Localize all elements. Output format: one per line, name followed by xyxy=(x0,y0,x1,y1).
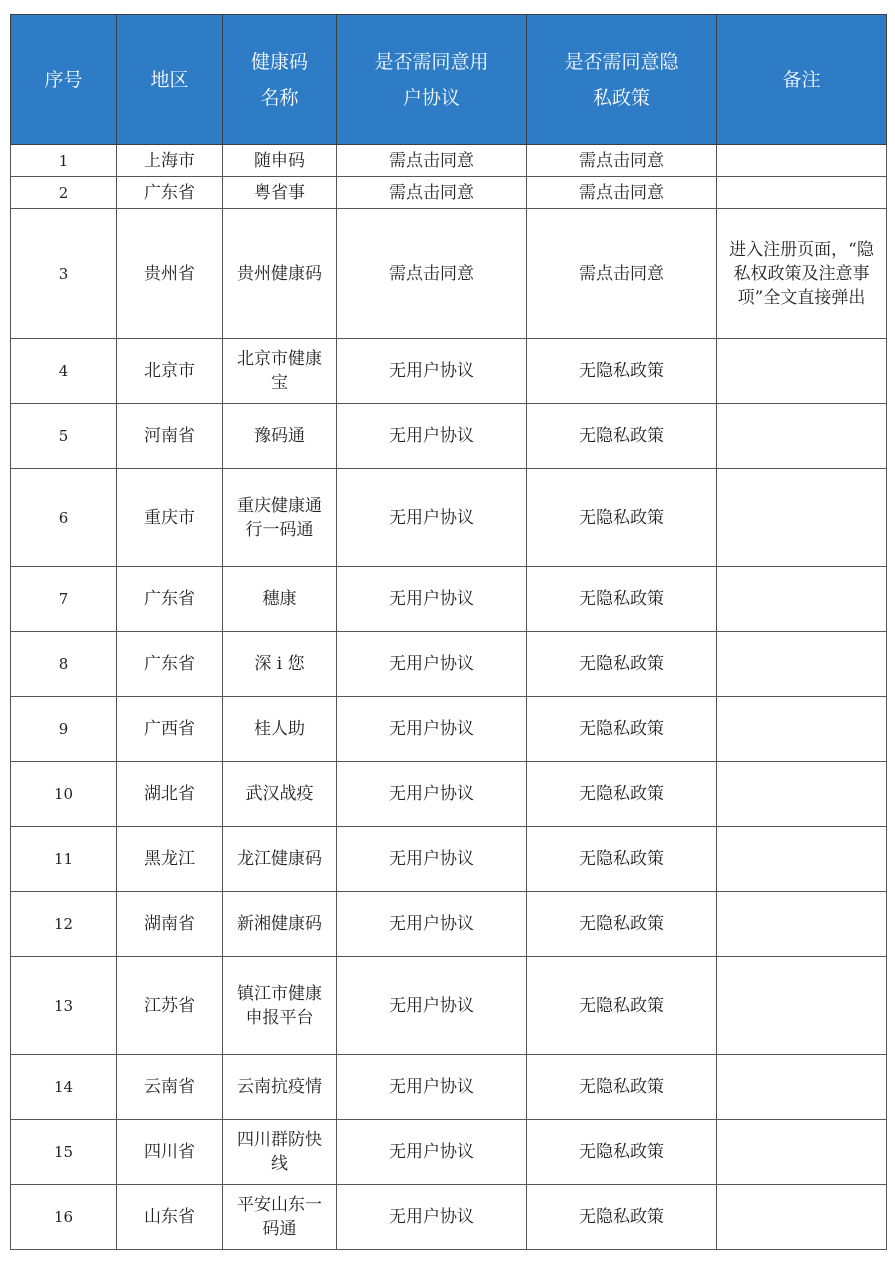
cell-region: 四川省 xyxy=(117,1120,223,1185)
cell-note xyxy=(717,177,887,209)
cell-agreement: 无用户协议 xyxy=(337,827,527,892)
cell-agreement: 无用户协议 xyxy=(337,697,527,762)
table-row xyxy=(11,827,887,892)
cell-code-name: 随申码 xyxy=(223,145,337,177)
cell-code-name: 龙江健康码 xyxy=(223,827,337,892)
cell-code-name: 深 i 您 xyxy=(223,632,337,697)
cell-privacy: 需点击同意 xyxy=(527,209,717,339)
header-row xyxy=(11,15,887,145)
cell-agreement: 无用户协议 xyxy=(337,632,527,697)
cell-code-name: 平安山东一码通 xyxy=(223,1185,337,1250)
table-row xyxy=(11,1185,887,1250)
cell-code-name: 贵州健康码 xyxy=(223,209,337,339)
cell-note xyxy=(717,1120,887,1185)
table-row xyxy=(11,1120,887,1185)
cell-index: 1 xyxy=(11,145,117,177)
cell-note xyxy=(717,632,887,697)
cell-privacy: 无隐私政策 xyxy=(527,567,717,632)
cell-index: 9 xyxy=(11,697,117,762)
table-row xyxy=(11,567,887,632)
cell-code-name: 云南抗疫情 xyxy=(223,1055,337,1120)
cell-index: 16 xyxy=(11,1185,117,1250)
cell-agreement: 需点击同意 xyxy=(337,209,527,339)
table-row xyxy=(11,957,887,1055)
cell-region: 河南省 xyxy=(117,404,223,469)
cell-agreement: 需点击同意 xyxy=(337,177,527,209)
table-body xyxy=(11,145,887,1250)
cell-region: 广东省 xyxy=(117,177,223,209)
cell-code-name: 豫码通 xyxy=(223,404,337,469)
cell-privacy: 需点击同意 xyxy=(527,177,717,209)
table-row xyxy=(11,177,887,209)
cell-code-name: 新湘健康码 xyxy=(223,892,337,957)
cell-index: 14 xyxy=(11,1055,117,1120)
cell-agreement: 无用户协议 xyxy=(337,762,527,827)
cell-code-name: 四川群防快线 xyxy=(223,1120,337,1185)
cell-index: 3 xyxy=(11,209,117,339)
cell-privacy: 无隐私政策 xyxy=(527,697,717,762)
cell-index: 4 xyxy=(11,339,117,404)
table-row xyxy=(11,1055,887,1120)
cell-agreement: 无用户协议 xyxy=(337,957,527,1055)
cell-index: 10 xyxy=(11,762,117,827)
cell-region: 重庆市 xyxy=(117,469,223,567)
cell-region: 北京市 xyxy=(117,339,223,404)
cell-agreement: 无用户协议 xyxy=(337,892,527,957)
cell-region: 云南省 xyxy=(117,1055,223,1120)
cell-region: 广东省 xyxy=(117,632,223,697)
table-row xyxy=(11,697,887,762)
cell-region: 黑龙江 xyxy=(117,827,223,892)
table-row xyxy=(11,339,887,404)
cell-index: 15 xyxy=(11,1120,117,1185)
cell-index: 5 xyxy=(11,404,117,469)
table-header xyxy=(11,15,887,145)
cell-note xyxy=(717,1185,887,1250)
header-privacy-policy-line2: 私政策 xyxy=(592,86,650,109)
table-row xyxy=(11,632,887,697)
cell-privacy: 无隐私政策 xyxy=(527,339,717,404)
cell-note xyxy=(717,469,887,567)
cell-code-name: 镇江市健康申报平台 xyxy=(223,957,337,1055)
cell-index: 2 xyxy=(11,177,117,209)
cell-agreement: 需点击同意 xyxy=(337,145,527,177)
cell-privacy: 无隐私政策 xyxy=(527,469,717,567)
cell-privacy: 无隐私政策 xyxy=(527,827,717,892)
cell-code-name: 北京市健康宝 xyxy=(223,339,337,404)
header-code-name-line1: 健康码 xyxy=(250,50,308,73)
cell-privacy: 需点击同意 xyxy=(527,145,717,177)
cell-index: 6 xyxy=(11,469,117,567)
table-row xyxy=(11,469,887,567)
cell-code-name: 穗康 xyxy=(223,567,337,632)
cell-privacy: 无隐私政策 xyxy=(527,1120,717,1185)
cell-region: 广西省 xyxy=(117,697,223,762)
cell-note xyxy=(717,1055,887,1120)
table-row xyxy=(11,145,887,177)
header-index: 序号 xyxy=(11,15,117,145)
cell-note xyxy=(717,404,887,469)
header-note: 备注 xyxy=(717,15,887,145)
cell-region: 山东省 xyxy=(117,1185,223,1250)
cell-note: 进入注册页面，“隐私权政策及注意事项”全文直接弹出 xyxy=(717,209,887,339)
cell-note xyxy=(717,339,887,404)
header-privacy-policy-line1: 是否需同意隐 xyxy=(564,50,679,73)
cell-agreement: 无用户协议 xyxy=(337,567,527,632)
header-region: 地区 xyxy=(117,15,223,145)
cell-note xyxy=(717,762,887,827)
cell-privacy: 无隐私政策 xyxy=(527,892,717,957)
cell-code-name: 武汉战疫 xyxy=(223,762,337,827)
cell-region: 上海市 xyxy=(117,145,223,177)
cell-region: 广东省 xyxy=(117,567,223,632)
cell-agreement: 无用户协议 xyxy=(337,339,527,404)
cell-index: 12 xyxy=(11,892,117,957)
cell-code-name: 重庆健康通行一码通 xyxy=(223,469,337,567)
cell-privacy: 无隐私政策 xyxy=(527,404,717,469)
cell-index: 13 xyxy=(11,957,117,1055)
cell-privacy: 无隐私政策 xyxy=(527,1055,717,1120)
table-row xyxy=(11,892,887,957)
header-code-name xyxy=(223,15,337,145)
cell-region: 湖北省 xyxy=(117,762,223,827)
cell-note xyxy=(717,145,887,177)
header-user-agreement-line1: 是否需同意用 xyxy=(374,50,489,73)
cell-note xyxy=(717,697,887,762)
cell-agreement: 无用户协议 xyxy=(337,1120,527,1185)
cell-agreement: 无用户协议 xyxy=(337,1055,527,1120)
health-code-table xyxy=(10,14,887,1250)
table-row xyxy=(11,762,887,827)
cell-privacy: 无隐私政策 xyxy=(527,632,717,697)
cell-agreement: 无用户协议 xyxy=(337,469,527,567)
cell-index: 7 xyxy=(11,567,117,632)
table-row xyxy=(11,209,887,339)
cell-index: 11 xyxy=(11,827,117,892)
cell-index: 8 xyxy=(11,632,117,697)
cell-code-name: 桂人助 xyxy=(223,697,337,762)
cell-note xyxy=(717,567,887,632)
cell-privacy: 无隐私政策 xyxy=(527,1185,717,1250)
cell-note xyxy=(717,827,887,892)
header-privacy-policy xyxy=(527,15,717,145)
cell-code-name: 粤省事 xyxy=(223,177,337,209)
cell-region: 贵州省 xyxy=(117,209,223,339)
table-row xyxy=(11,404,887,469)
cell-agreement: 无用户协议 xyxy=(337,404,527,469)
cell-privacy: 无隐私政策 xyxy=(527,762,717,827)
cell-region: 江苏省 xyxy=(117,957,223,1055)
header-user-agreement-line2: 户协议 xyxy=(402,86,460,109)
header-user-agreement xyxy=(337,15,527,145)
cell-agreement: 无用户协议 xyxy=(337,1185,527,1250)
cell-region: 湖南省 xyxy=(117,892,223,957)
cell-note xyxy=(717,892,887,957)
cell-privacy: 无隐私政策 xyxy=(527,957,717,1055)
cell-note xyxy=(717,957,887,1055)
header-code-name-line2: 名称 xyxy=(260,86,299,109)
